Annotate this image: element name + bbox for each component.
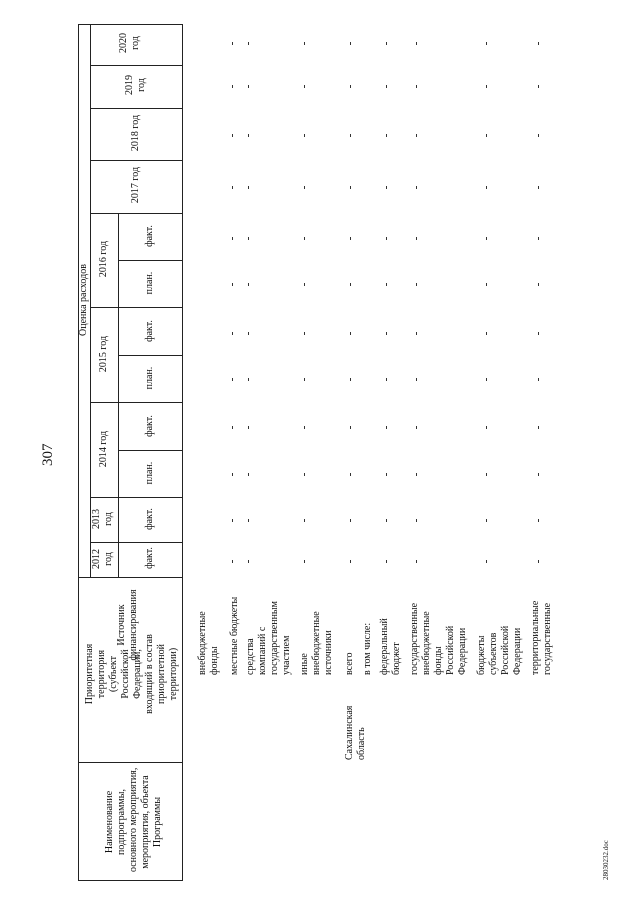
list-item: внебюджетные — [197, 611, 208, 675]
dash-mark — [486, 186, 487, 189]
dash-mark — [232, 332, 233, 335]
dash-mark — [232, 560, 233, 563]
header-estimate: Оценка расходов — [78, 264, 89, 336]
dash-mark — [416, 378, 417, 381]
dash-mark — [416, 134, 417, 137]
dash-mark — [538, 134, 539, 137]
dash-mark — [304, 186, 305, 189]
dash-mark — [486, 237, 487, 240]
dash-mark — [486, 426, 487, 429]
dash-mark — [232, 283, 233, 286]
dash-mark — [416, 237, 417, 240]
header-year-2012: 2012 год — [91, 549, 114, 569]
list-item: Российской — [445, 625, 456, 675]
dash-mark — [538, 283, 539, 286]
list-item: внебюджетные — [421, 611, 432, 675]
dash-mark — [304, 560, 305, 563]
dash-mark — [416, 473, 417, 476]
dash-mark — [538, 332, 539, 335]
dash-mark — [416, 186, 417, 189]
header-source: Источник финансирования — [116, 589, 139, 661]
dash-mark — [486, 85, 487, 88]
dash-mark — [248, 426, 249, 429]
dash-mark — [350, 378, 351, 381]
list-item: фонды — [209, 646, 220, 675]
dash-mark — [386, 519, 387, 522]
header-year-2018: 2018 год — [130, 114, 141, 152]
header-fact-2016: факт. — [144, 225, 155, 247]
list-item: бюджет — [391, 642, 402, 675]
dash-mark — [538, 426, 539, 429]
dash-mark — [416, 283, 417, 286]
dash-mark — [538, 85, 539, 88]
dash-mark — [538, 378, 539, 381]
dash-mark — [350, 237, 351, 240]
dash-mark — [248, 42, 249, 45]
list-item: субъектов — [488, 632, 499, 675]
list-item: внебюджетные — [311, 611, 322, 675]
dash-mark — [538, 237, 539, 240]
header-name: Наименование подпрограммы, основного мероприятия, мероприятия, объекта Программы — [104, 767, 163, 872]
dash-mark — [538, 473, 539, 476]
dash-mark — [386, 560, 387, 563]
dash-mark — [350, 85, 351, 88]
dash-mark — [486, 519, 487, 522]
dash-mark — [538, 519, 539, 522]
list-item: средства — [245, 638, 256, 675]
dash-mark — [350, 560, 351, 563]
dash-mark — [386, 283, 387, 286]
header-year-2015: 2015 год — [98, 335, 109, 373]
dash-mark — [416, 519, 417, 522]
dash-mark — [416, 42, 417, 45]
page-number: 307 — [40, 443, 56, 466]
dash-mark — [304, 134, 305, 137]
dash-mark — [232, 237, 233, 240]
dash-mark — [304, 332, 305, 335]
header-fact-2014: факт. — [144, 415, 155, 437]
dash-mark — [304, 378, 305, 381]
header-year-2017: 2017 год — [130, 166, 141, 204]
dash-mark — [538, 186, 539, 189]
dash-mark — [232, 519, 233, 522]
dash-mark — [232, 186, 233, 189]
dash-mark — [248, 283, 249, 286]
dash-mark — [350, 332, 351, 335]
header-year-2016: 2016 год — [98, 240, 109, 278]
list-item: в том числе: — [362, 622, 373, 675]
dash-mark — [248, 519, 249, 522]
dash-mark — [486, 134, 487, 137]
dash-mark — [350, 473, 351, 476]
dash-mark — [386, 186, 387, 189]
list-item: иные — [299, 653, 310, 675]
list-item: территориальные — [530, 600, 541, 675]
dash-mark — [248, 332, 249, 335]
list-item: государственные — [542, 602, 553, 675]
header-plan-2014: план. — [144, 461, 155, 485]
dash-mark — [486, 560, 487, 563]
list-item: бюджеты — [476, 635, 487, 675]
list-item: Российской — [500, 625, 511, 675]
dash-mark — [486, 332, 487, 335]
dash-mark — [386, 42, 387, 45]
dash-mark — [248, 134, 249, 137]
dash-mark — [232, 42, 233, 45]
list-item: государственным — [269, 601, 280, 675]
territory-name: Сахалинская область — [344, 705, 367, 760]
dash-mark — [386, 378, 387, 381]
dash-mark — [232, 378, 233, 381]
list-item: источники — [323, 630, 334, 675]
header-year-2019: 2019 год — [124, 75, 147, 95]
header-plan-2015: план. — [144, 366, 155, 390]
dash-mark — [416, 426, 417, 429]
dash-mark — [386, 473, 387, 476]
list-item: участием — [281, 635, 292, 675]
list-item: местные бюджеты — [229, 596, 240, 675]
dash-mark — [386, 426, 387, 429]
header-fact-2013: факт. — [144, 508, 155, 530]
dash-mark — [248, 237, 249, 240]
dash-mark — [416, 560, 417, 563]
list-item: государственные — [409, 602, 420, 675]
dash-mark — [350, 134, 351, 137]
dash-mark — [538, 560, 539, 563]
dash-mark — [232, 473, 233, 476]
dash-mark — [304, 283, 305, 286]
dash-mark — [416, 332, 417, 335]
dash-mark — [304, 426, 305, 429]
dash-mark — [304, 237, 305, 240]
header-year-2014: 2014 год — [98, 430, 109, 468]
dash-mark — [350, 426, 351, 429]
dash-mark — [232, 134, 233, 137]
dash-mark — [350, 186, 351, 189]
header-fact-2015: факт. — [144, 320, 155, 342]
list-item: всего — [344, 652, 355, 675]
dash-mark — [232, 85, 233, 88]
header-year-2013: 2013 год — [91, 509, 114, 529]
dash-mark — [232, 426, 233, 429]
dash-mark — [304, 519, 305, 522]
dash-mark — [386, 332, 387, 335]
footer-doc-code: 28030232.doc — [602, 840, 610, 880]
dash-mark — [350, 519, 351, 522]
dash-mark — [486, 473, 487, 476]
dash-mark — [304, 85, 305, 88]
dash-mark — [486, 42, 487, 45]
dash-mark — [304, 473, 305, 476]
dash-mark — [486, 283, 487, 286]
dash-mark — [350, 42, 351, 45]
dash-mark — [386, 237, 387, 240]
dash-mark — [248, 473, 249, 476]
header-fact-2012: факт. — [144, 547, 155, 569]
dash-mark — [386, 134, 387, 137]
dash-mark — [248, 560, 249, 563]
list-item: федеральный — [379, 618, 390, 675]
list-item: Федерации — [457, 627, 468, 675]
list-item: фонды — [433, 646, 444, 675]
header-territory: Приоритетная территория (субъект Российской Федерации, входящий в состав приоритетной территории) — [84, 634, 179, 714]
header-year-2020: 2020 год — [118, 33, 141, 53]
dash-mark — [248, 378, 249, 381]
list-item: компаний с — [257, 626, 268, 675]
dash-mark — [386, 85, 387, 88]
dash-mark — [304, 42, 305, 45]
dash-mark — [486, 378, 487, 381]
dash-mark — [248, 85, 249, 88]
dash-mark — [248, 186, 249, 189]
header-plan-2016: план. — [144, 271, 155, 295]
dash-mark — [538, 42, 539, 45]
list-item: Федерации — [512, 627, 523, 675]
dash-mark — [416, 85, 417, 88]
dash-mark — [350, 283, 351, 286]
